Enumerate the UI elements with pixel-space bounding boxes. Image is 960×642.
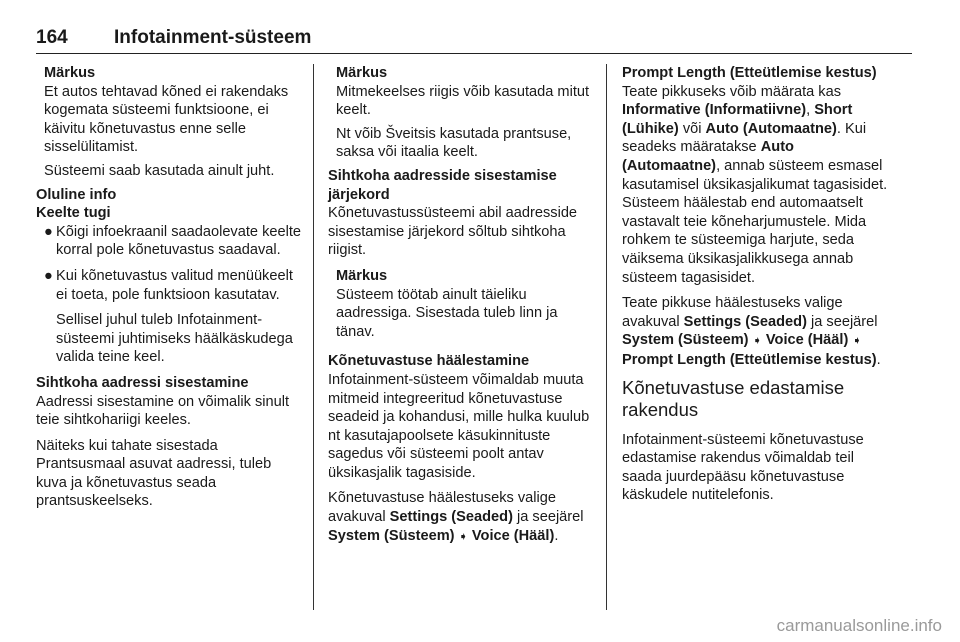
note-text: Et autos tehtavad kõned ei rakendaks kogemata süsteemi funktsioone, ei käivitu kõnetuvastus enne selle sisselülitamist. [44, 83, 289, 156]
menu-path-voice: Voice (Hääl) [765, 332, 849, 349]
paragraph: Infotainment-süsteem võimaldab muuta mitmeid integreeritud kõnetuvastuse seadeid ja kohandusi, mille hulka kuulub nt kasutajapoolsete käsukinnituste sagedus või süsteemi poolt antav üksikasjalik tagasiside. [328, 371, 590, 481]
list-item-subtext: Sellisel juhul tuleb Infotainment-süsteemi juhtimiseks häälkäskudega valida teine keel. [56, 312, 293, 366]
arrow-icon: ➧ [752, 335, 762, 348]
column-divider [606, 64, 607, 610]
menu-path-settings: Settings (Seaded) [389, 509, 513, 526]
column-3 [622, 64, 892, 512]
note-title: Märkus [336, 65, 388, 81]
menu-path-voice: Voice (Hääl) [471, 527, 555, 544]
watermark: carmanualsonline.info [776, 616, 942, 635]
menu-path-prompt-length: Prompt Length (Etteütlemise kestus) [622, 351, 877, 368]
subsection-heading: Sihtkoha aadressi sisestamine [36, 374, 249, 391]
note-box [36, 64, 304, 181]
option-short: Short (Lühike) [622, 102, 853, 137]
bullet-icon: ● [44, 267, 53, 284]
list-item [36, 223, 304, 260]
subsection-heading: Sihtkoha aadresside sisestamise järjekord [328, 167, 557, 203]
paragraph: Näiteks kui tahate sisestada Prantsusmaal asuvat aadressi, tuleb kuva ja kõnetuvastus seada prantsuskeelseks. [36, 437, 272, 510]
subsection-heading: Keelte tugi [36, 205, 111, 222]
paragraph: Teate pikkuseks võib määrata kas Informative (Informatiivne), Short (Lühike) või Auto (Automaatne). Kui seadeks määratakse Auto (Automaatne), annab süsteem esmasel kasutamisel üksikasjalikumat tagasisidet. Süsteem häälestab end automaatselt vastavalt teie kõneharjumustele. Mida rohkem te süsteemiga harjute, seda väiksema üksikasjalikkusega annab süsteem tagasisidet. [622, 83, 888, 286]
page-number: 164 [36, 27, 68, 48]
list-item [36, 267, 304, 304]
menu-path-system: System (Süsteem) [622, 332, 749, 349]
subsection-heading: Kõnetuvastuse häälestamine [328, 353, 530, 370]
option-auto: Auto (Automaatne) [705, 120, 837, 137]
paragraph: Infotainment-süsteemi kõnetuvastuse edastamise rakendus võimaldab teil saada juurdepääsu kõnetuvastuse käskudele nutitelefonis. [622, 431, 864, 504]
note-text: Süsteemi saab kasutada ainult juht. [44, 162, 275, 179]
subsection-heading: Prompt Length (Etteütlemise kestus) [622, 65, 877, 81]
arrow-icon: ➧ [852, 335, 862, 348]
list-item-text: Kui kõnetuvastus valitud menüükeelt ei toeta, pole funktsioon kasutatav. [56, 267, 293, 303]
menu-path-system: System (Süsteem) [328, 527, 455, 544]
list-item-text: Kõigi infoekraanil saadaolevate keelte korral pole kõnetuvastus saadaval. [56, 223, 302, 259]
bullet-icon: ● [44, 223, 53, 240]
note-text: Mitmekeelses riigis võib kasutada mitut keelt. [336, 83, 590, 119]
column-2 [328, 64, 596, 553]
note-box [328, 64, 596, 162]
paragraph: Teate pikkuse häälestuseks valige avakuval Settings (Seaded) ja seejärel System (Süsteem) ➧ Voice (Hääl) ➧ Prompt Length (Etteütlemise kestus). [622, 295, 881, 368]
option-auto: Auto (Automaatne) [622, 139, 794, 174]
note-text: Nt võib Šveitsis kasutada prantsuse, saksa või itaalia keelt. [336, 125, 572, 161]
section-heading: Oluline info [36, 186, 117, 203]
paragraph: Aadressi sisestamine on võimalik sinult teie sihtkohariigi keeles. [36, 393, 290, 429]
section-heading: Kõnetuvastuse edastamise rakendus [622, 376, 845, 420]
page-header [36, 27, 912, 54]
arrow-icon: ➧ [458, 530, 468, 543]
option-informative: Informative (Informatiivne) [622, 102, 807, 119]
paragraph: Kõnetuvastussüsteemi abil aadresside sisestamise järjekord sõltub sihtkoha riigist. [328, 205, 578, 259]
menu-path-settings: Settings (Seaded) [683, 313, 807, 330]
paragraph: Kõnetuvastuse häälestuseks valige avakuval Settings (Seaded) ja seejärel System (Süsteem) ➧ Voice (Hääl). [328, 490, 584, 544]
column-divider [313, 64, 314, 610]
column-1 [36, 64, 304, 518]
note-title: Märkus [44, 65, 96, 81]
note-box [328, 267, 596, 341]
note-text: Süsteem töötab ainult täieliku aadressiga. Sisestada tuleb linn ja tänav. [336, 286, 558, 340]
page-title: Infotainment-süsteem [114, 27, 312, 48]
note-title: Märkus [336, 267, 388, 284]
